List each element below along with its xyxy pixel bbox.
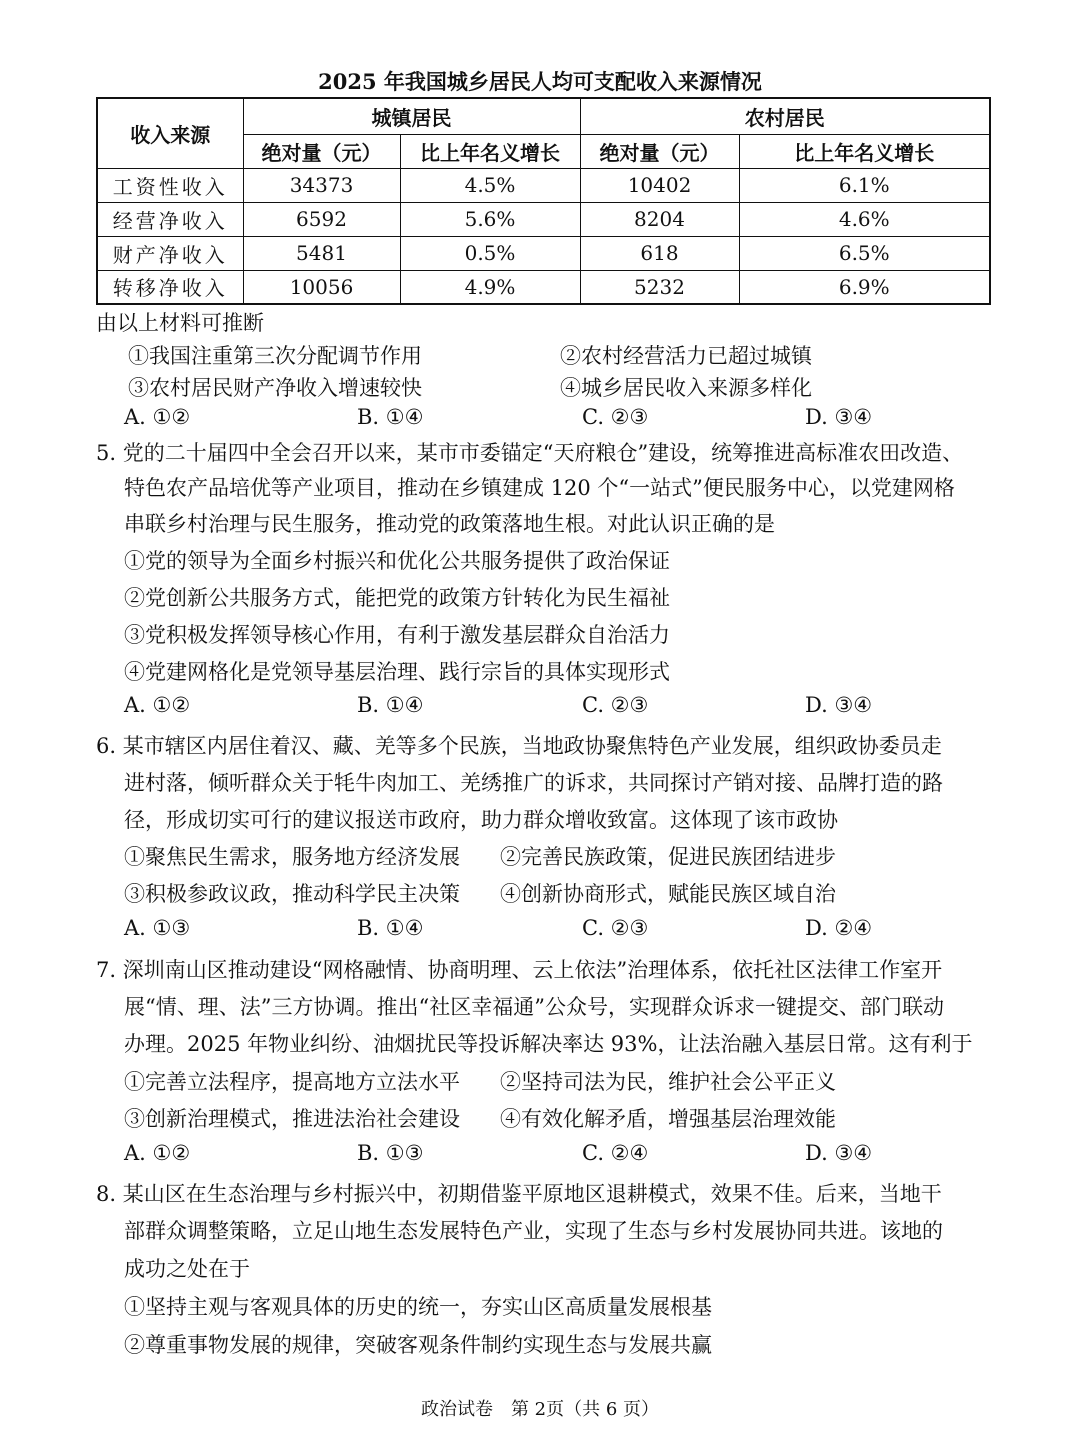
q6-item-4: ④创新协商形式，赋能民族区域自治 (500, 882, 836, 906)
rural-abs-cell: 8204 (580, 202, 739, 236)
q5-line-2: 特色农产品培优等产业项目，推动在乡镇建成 120 个“一站式”便民服务中心，以党建网格 (124, 476, 955, 500)
q5-line-1: 5. 党的二十届四中全会召开以来，某市市委锚定“天府粮仓”建设，统筹推进高标准农田改造、 (96, 441, 964, 465)
q8-item-2: ②尊重事物发展的规律，突破客观条件制约实现生态与发展共赢 (124, 1333, 712, 1357)
q6-line-1: 6. 某市辖区内居住着汉、藏、羌等多个民族，当地政协聚焦特色产业发展，组织政协委员走 (96, 734, 942, 758)
q7-line-3: 办理。2025 年物业纠纷、油烟扰民等投诉解决率达 93%，让法治融入基层日常。这有利于 (124, 1032, 973, 1056)
q4-stem: 由以上材料可推断 (96, 311, 264, 335)
header-rural-abs: 绝对量（元） (580, 134, 739, 168)
q4-choice-a[interactable]: A. ①② (124, 405, 191, 429)
q5-item-4: ④党建网格化是党领导基层治理、践行宗旨的具体实现形式 (124, 660, 670, 684)
q7-item-2: ②坚持司法为民，维护社会公平正义 (500, 1070, 836, 1094)
table-row (97, 270, 990, 304)
rural-abs-cell: 5232 (580, 270, 739, 304)
rural-growth-cell: 6.1% (739, 168, 990, 202)
q8-item-1: ①坚持主观与客观具体的历史的统一，夯实山区高质量发展根基 (124, 1295, 712, 1319)
header-urban: 城镇居民 (243, 98, 580, 134)
header-rural: 农村居民 (580, 98, 990, 134)
row-name: 工资性收入 (97, 168, 243, 202)
q4-choice-b[interactable]: B. ①④ (357, 405, 424, 429)
q7-item-3: ③创新治理模式，推进法治社会建设 (124, 1107, 460, 1131)
income-table (96, 97, 991, 305)
q6-choice-c[interactable]: C. ②③ (582, 916, 649, 940)
q4-item-1: ①我国注重第三次分配调节作用 (128, 344, 422, 368)
q7-line-1: 7. 深圳南山区推动建设“网格融情、协商明理、云上依法”治理体系，依托社区法律工作室开 (96, 958, 943, 982)
row-name: 财产净收入 (97, 236, 243, 270)
rural-growth-cell: 4.6% (739, 202, 990, 236)
q7-item-1: ①完善立法程序，提高地方立法水平 (124, 1070, 460, 1094)
q5-item-2: ②党创新公共服务方式，能把党的政策方针转化为民生福祉 (124, 586, 670, 610)
q8-line-3: 成功之处在于 (124, 1257, 250, 1281)
q7-line-2: 展“情、理、法”三方协调。推出“社区幸福通”公众号，实现群众诉求一键提交、部门联动 (124, 995, 944, 1019)
row-name: 经营净收入 (97, 202, 243, 236)
q5-line-3: 串联乡村治理与民生服务，推动党的政策落地生根。对此认识正确的是 (124, 512, 775, 536)
q6-item-1: ①聚焦民生需求，服务地方经济发展 (124, 845, 460, 869)
header-rural-growth: 比上年名义增长 (739, 134, 990, 168)
q7-choice-c[interactable]: C. ②④ (582, 1141, 649, 1165)
q6-item-2: ②完善民族政策，促进民族团结进步 (500, 845, 836, 869)
urban-abs-cell: 10056 (243, 270, 400, 304)
q6-item-3: ③积极参政议政，推动科学民主决策 (124, 882, 460, 906)
q4-item-2: ②农村经营活力已超过城镇 (560, 344, 812, 368)
header-source: 收入来源 (97, 98, 243, 168)
q7-choice-a[interactable]: A. ①② (124, 1141, 191, 1165)
urban-abs-cell: 5481 (243, 236, 400, 270)
q7-item-4: ④有效化解矛盾，增强基层治理效能 (500, 1107, 836, 1131)
urban-growth-cell: 5.6% (400, 202, 580, 236)
q4-item-4: ④城乡居民收入来源多样化 (560, 376, 812, 400)
urban-abs-cell: 34373 (243, 168, 400, 202)
q8-line-1: 8. 某山区在生态治理与乡村振兴中，初期借鉴平原地区退耕模式，效果不佳。后来，当地干 (96, 1182, 942, 1206)
urban-growth-cell: 4.9% (400, 270, 580, 304)
q8-line-2: 部群众调整策略，立足山地生态发展特色产业，实现了生态与乡村发展协同共进。该地的 (124, 1219, 943, 1243)
q5-choice-b[interactable]: B. ①④ (357, 693, 424, 717)
header-urban-growth: 比上年名义增长 (400, 134, 580, 168)
q6-choice-a[interactable]: A. ①③ (124, 916, 191, 940)
rural-growth-cell: 6.9% (739, 270, 990, 304)
q6-choice-b[interactable]: B. ①④ (357, 916, 424, 940)
q6-line-2: 进村落，倾听群众关于牦牛肉加工、羌绣推广的诉求，共同探讨产销对接、品牌打造的路 (124, 771, 943, 795)
rural-abs-cell: 10402 (580, 168, 739, 202)
q5-choice-a[interactable]: A. ①② (124, 693, 191, 717)
table-row (97, 236, 990, 270)
table-row (97, 202, 990, 236)
urban-growth-cell: 0.5% (400, 236, 580, 270)
q6-choice-d[interactable]: D. ②④ (805, 916, 873, 940)
q7-choice-d[interactable]: D. ③④ (805, 1141, 873, 1165)
q5-item-1: ①党的领导为全面乡村振兴和优化公共服务提供了政治保证 (124, 549, 670, 573)
q5-item-3: ③党积极发挥领导核心作用，有利于激发基层群众自治活力 (124, 623, 670, 647)
page-footer: 政治试卷 第 2页（共 6 页） (420, 1399, 660, 1420)
q5-choice-c[interactable]: C. ②③ (582, 693, 649, 717)
q5-choice-d[interactable]: D. ③④ (805, 693, 873, 717)
rural-growth-cell: 6.5% (739, 236, 990, 270)
row-name: 转移净收入 (97, 270, 243, 304)
urban-abs-cell: 6592 (243, 202, 400, 236)
q4-item-3: ③农村居民财产净收入增速较快 (128, 376, 422, 400)
q7-choice-b[interactable]: B. ①③ (357, 1141, 424, 1165)
rural-abs-cell: 618 (580, 236, 739, 270)
table-title: 2025 年我国城乡居民人均可支配收入来源情况 (318, 69, 762, 94)
q6-line-3: 径，形成切实可行的建议报送市政府，助力群众增收致富。这体现了该市政协 (124, 808, 838, 832)
header-urban-abs: 绝对量（元） (243, 134, 400, 168)
urban-growth-cell: 4.5% (400, 168, 580, 202)
table-row (97, 168, 990, 202)
q4-choice-c[interactable]: C. ②③ (582, 405, 649, 429)
q4-choice-d[interactable]: D. ③④ (805, 405, 873, 429)
